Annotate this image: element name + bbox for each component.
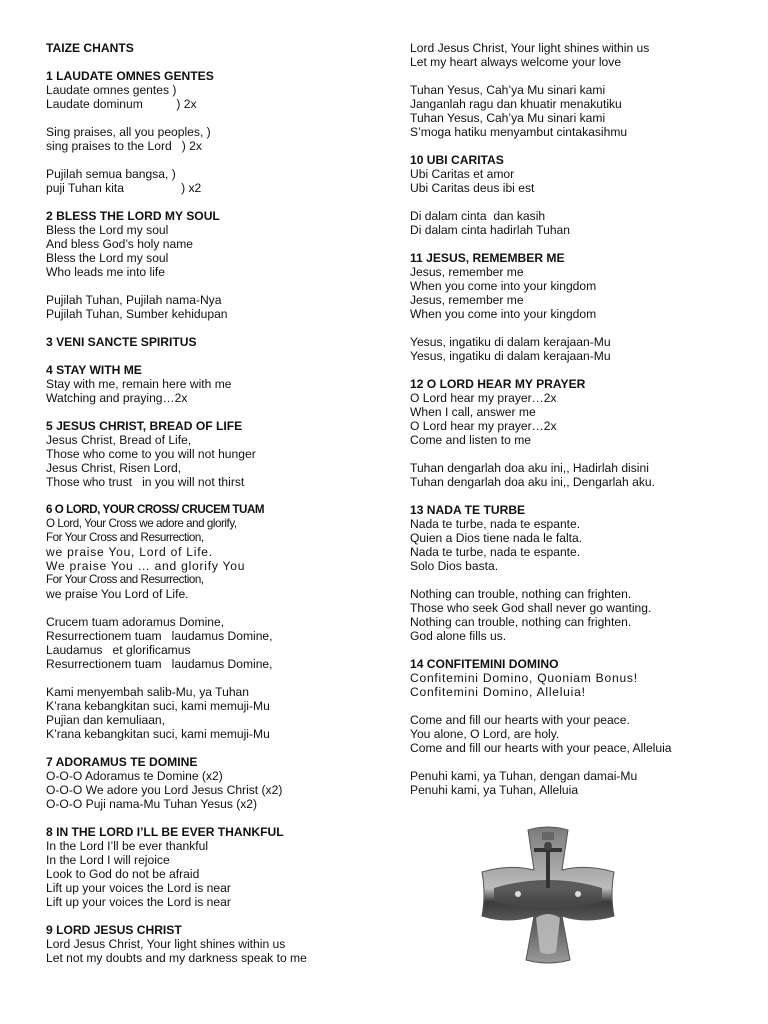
lyric-line: Resurrectionem tuam laudamus Domine, xyxy=(46,657,273,671)
lyric-line: Yesus, ingatiku di dalam kerajaan-Mu xyxy=(410,349,611,363)
lyric-line: Nada te turbe, nada te espante. xyxy=(410,545,581,559)
lyric-line: Pujilah Tuhan, Sumber kehidupan xyxy=(46,307,228,321)
lyric-line: Come and fill our hearts with your peace. xyxy=(410,713,630,727)
lyric-line: Resurrectionem tuam laudamus Domine, xyxy=(46,629,273,643)
lyric-line: Di dalam cinta hadirlah Tuhan xyxy=(410,223,570,237)
section-title-10-ubi-caritas: 10 UBI CARITAS xyxy=(410,153,504,167)
lyric-line: Crucem tuam adoramus Domine, xyxy=(46,615,225,629)
section-gap xyxy=(410,139,740,153)
lyric-line: Janganlah ragu dan khuatir menakutiku xyxy=(410,97,622,111)
lyric-line: Jesus, remember me xyxy=(410,293,524,307)
lyric-line: Laudamus et glorificamus xyxy=(46,643,191,657)
lyric-line: Stay with me, remain here with me xyxy=(46,377,232,391)
section-gap xyxy=(46,349,386,363)
section-title-1-laudate-omnes-gentes: 1 LAUDATE OMNES GENTES xyxy=(46,69,214,83)
section-title-5-jesus-christ-bread-of-life: 5 JESUS CHRIST, BREAD OF LIFE xyxy=(46,419,243,433)
lyric-line: Tuhan Yesus, Cah’ya Mu sinari kami xyxy=(410,83,606,97)
lyric-line: Watching and praying…2x xyxy=(46,391,188,405)
lyric-line: Penuhi kami, ya Tuhan, Alleluia xyxy=(410,783,579,797)
lyric-line: puji Tuhan kita ) x2 xyxy=(46,181,202,195)
lyric-line: When you come into your kingdom xyxy=(410,307,597,321)
section-gap xyxy=(46,321,386,335)
lyric-line: Kami menyembah salib-Mu, ya Tuhan xyxy=(46,685,250,699)
lyric-line: Quien a Dios tiene nada le falta. xyxy=(410,531,583,545)
lyric-line: K’rana kebangkitan suci, kami memuji-Mu xyxy=(46,727,270,741)
lyric-line: K’rana kebangkitan suci, kami memuji-Mu xyxy=(46,699,270,713)
lyric-line: Jesus Christ, Bread of Life, xyxy=(46,433,192,447)
lyric-line: For Your Cross and Resurrection, xyxy=(46,573,204,586)
lyric-line: Laudate omnes gentes ) xyxy=(46,83,177,97)
lyric-line: God alone fills us. xyxy=(410,629,507,643)
lyric-line: Let not my doubts and my darkness speak to me xyxy=(46,951,307,965)
section-gap xyxy=(46,741,386,755)
blank-line xyxy=(410,755,740,769)
section-gap xyxy=(410,489,740,503)
lyric-line: O Lord hear my prayer…2x xyxy=(410,419,557,433)
lyric-line: Nothing can trouble, nothing can frighten. xyxy=(410,587,632,601)
section-title-4-stay-with-me: 4 STAY WITH ME xyxy=(46,363,142,377)
lyric-line: O-O-O Adoramus te Domine (x2) xyxy=(46,769,223,783)
section-title-13-nada-te-turbe: 13 NADA TE TURBE xyxy=(410,503,526,517)
section-gap xyxy=(410,363,740,377)
taize-cross-icon xyxy=(476,822,620,966)
blank-line xyxy=(410,321,740,335)
lyric-line: sing praises to the Lord ) 2x xyxy=(46,139,202,153)
blank-line xyxy=(46,601,386,615)
lyric-line: Come and fill our hearts with your peace, Alleluia xyxy=(410,741,672,755)
lyric-line: Pujilah Tuhan, Pujilah nama-Nya xyxy=(46,293,222,307)
blank-line xyxy=(410,69,740,83)
lyric-line: O Lord hear my prayer…2x xyxy=(410,391,557,405)
lyric-line: You alone, O Lord, are holy. xyxy=(410,727,560,741)
section-gap xyxy=(46,909,386,923)
lyric-line: Pujilah semua bangsa, ) xyxy=(46,167,176,181)
section-title-7-adoramus-te-domine: 7 ADORAMUS TE DOMINE xyxy=(46,755,198,769)
section-title-3-veni-sancte-spiritus: 3 VENI SANCTE SPIRITUS xyxy=(46,335,197,349)
lyric-line: Tuhan Yesus, Cah’ya Mu sinari kami xyxy=(410,111,606,125)
lyric-line: Ubi Caritas et amor xyxy=(410,167,515,181)
section-gap xyxy=(46,405,386,419)
section-gap xyxy=(46,55,386,69)
blank-line xyxy=(46,671,386,685)
blank-line xyxy=(410,195,740,209)
taize-cross-svg xyxy=(476,822,620,966)
lyric-line: In the Lord I’ll be ever thankful xyxy=(46,839,209,853)
lyric-line: When I call, answer me xyxy=(410,405,536,419)
lyric-line: Who leads me into life xyxy=(46,265,165,279)
lyric-line: we praise You Lord of Life. xyxy=(46,587,189,601)
lyric-line: Solo Dios basta. xyxy=(410,559,499,573)
lyric-line: Those who come to you will not hunger xyxy=(46,447,256,461)
section-title-taize-chants: TAIZE CHANTS xyxy=(46,41,134,55)
lyric-line: Lift up your voices the Lord is near xyxy=(46,881,231,895)
lyric-line: Tuhan dengarlah doa aku ini,, Dengarlah aku. xyxy=(410,475,655,489)
lyric-line: S’moga hatiku menyambut cintakasihmu xyxy=(410,125,628,139)
lyric-line: Nothing can trouble, nothing can frighten. xyxy=(410,615,632,629)
right-column xyxy=(410,41,740,797)
lyric-line: Jesus Christ, Risen Lord, xyxy=(46,461,182,475)
lyric-line: Those who seek God shall never go wanting. xyxy=(410,601,652,615)
section-title-11-jesus-remember-me: 11 JESUS, REMEMBER ME xyxy=(410,251,565,265)
lyric-line: Look to God do not be afraid xyxy=(46,867,200,881)
lyric-line: Penuhi kami, ya Tuhan, dengan damai-Mu xyxy=(410,769,638,783)
section-gap xyxy=(410,643,740,657)
lyric-line: For Your Cross and Resurrection, xyxy=(46,531,204,544)
section-title-6-o-lord-your-cross-crucem-tuam: 6 O LORD, YOUR CROSS/ CRUCEM TUAM xyxy=(46,503,265,516)
lyric-line: Ubi Caritas deus ibi est xyxy=(410,181,535,195)
blank-line xyxy=(410,573,740,587)
lyric-line: Let my heart always welcome your love xyxy=(410,55,622,69)
lyric-line: Confitemini Domino, Alleluia! xyxy=(410,685,586,699)
section-title-9-lord-jesus-christ: 9 LORD JESUS CHRIST xyxy=(46,923,182,937)
lyric-line: Sing praises, all you peoples, ) xyxy=(46,125,211,139)
lyric-line: we praise You, Lord of Life. xyxy=(46,545,213,559)
lyric-line: Lord Jesus Christ, Your light shines within us xyxy=(46,937,286,951)
section-gap xyxy=(46,195,386,209)
lyric-line: Jesus, remember me xyxy=(410,265,524,279)
lyric-line: Pujian dan kemuliaan, xyxy=(46,713,166,727)
lyric-line: In the Lord I will rejoice xyxy=(46,853,170,867)
section-title-12-o-lord-hear-my-prayer: 12 O LORD HEAR MY PRAYER xyxy=(410,377,586,391)
lyric-line: And bless God’s holy name xyxy=(46,237,194,251)
lyric-line: O-O-O We adore you Lord Jesus Christ (x2) xyxy=(46,783,283,797)
lyric-line: Di dalam cinta dan kasih xyxy=(410,209,546,223)
lyric-line: Lord Jesus Christ, Your light shines within us xyxy=(410,41,650,55)
lyric-line: Lift up your voices the Lord is near xyxy=(46,895,231,909)
section-gap xyxy=(410,237,740,251)
section-gap xyxy=(46,811,386,825)
lyric-line: Yesus, ingatiku di dalam kerajaan-Mu xyxy=(410,335,611,349)
section-title-2-bless-the-lord-my-soul: 2 BLESS THE LORD MY SOUL xyxy=(46,209,220,223)
lyric-line: O Lord, Your Cross we adore and glorify, xyxy=(46,517,237,530)
blank-line xyxy=(46,279,386,293)
section-gap xyxy=(46,489,386,503)
lyric-line: Bless the Lord my soul xyxy=(46,223,169,237)
lyric-line: O-O-O Puji nama-Mu Tuhan Yesus (x2) xyxy=(46,797,258,811)
blank-line xyxy=(46,111,386,125)
blank-line xyxy=(46,153,386,167)
section-title-14-confitemini-domino: 14 CONFITEMINI DOMINO xyxy=(410,657,559,671)
left-column xyxy=(46,41,386,965)
lyric-line: Nada te turbe, nada te espante. xyxy=(410,517,581,531)
lyric-line: Come and listen to me xyxy=(410,433,531,447)
blank-line xyxy=(410,699,740,713)
lyric-line: When you come into your kingdom xyxy=(410,279,597,293)
lyric-line: Laudate dominum ) 2x xyxy=(46,97,197,111)
lyric-line: Bless the Lord my soul xyxy=(46,251,169,265)
lyric-line: Those who trust in you will not thirst xyxy=(46,475,245,489)
lyric-line: We praise You … and glorify You xyxy=(46,559,246,573)
lyric-line: Confitemini Domino, Quoniam Bonus! xyxy=(410,671,638,685)
blank-line xyxy=(410,447,740,461)
lyric-line: Tuhan dengarlah doa aku ini,, Hadirlah disini xyxy=(410,461,649,475)
section-title-8-in-the-lord-i-ll-be-ever-thankful: 8 IN THE LORD I’LL BE EVER THANKFUL xyxy=(46,825,284,839)
